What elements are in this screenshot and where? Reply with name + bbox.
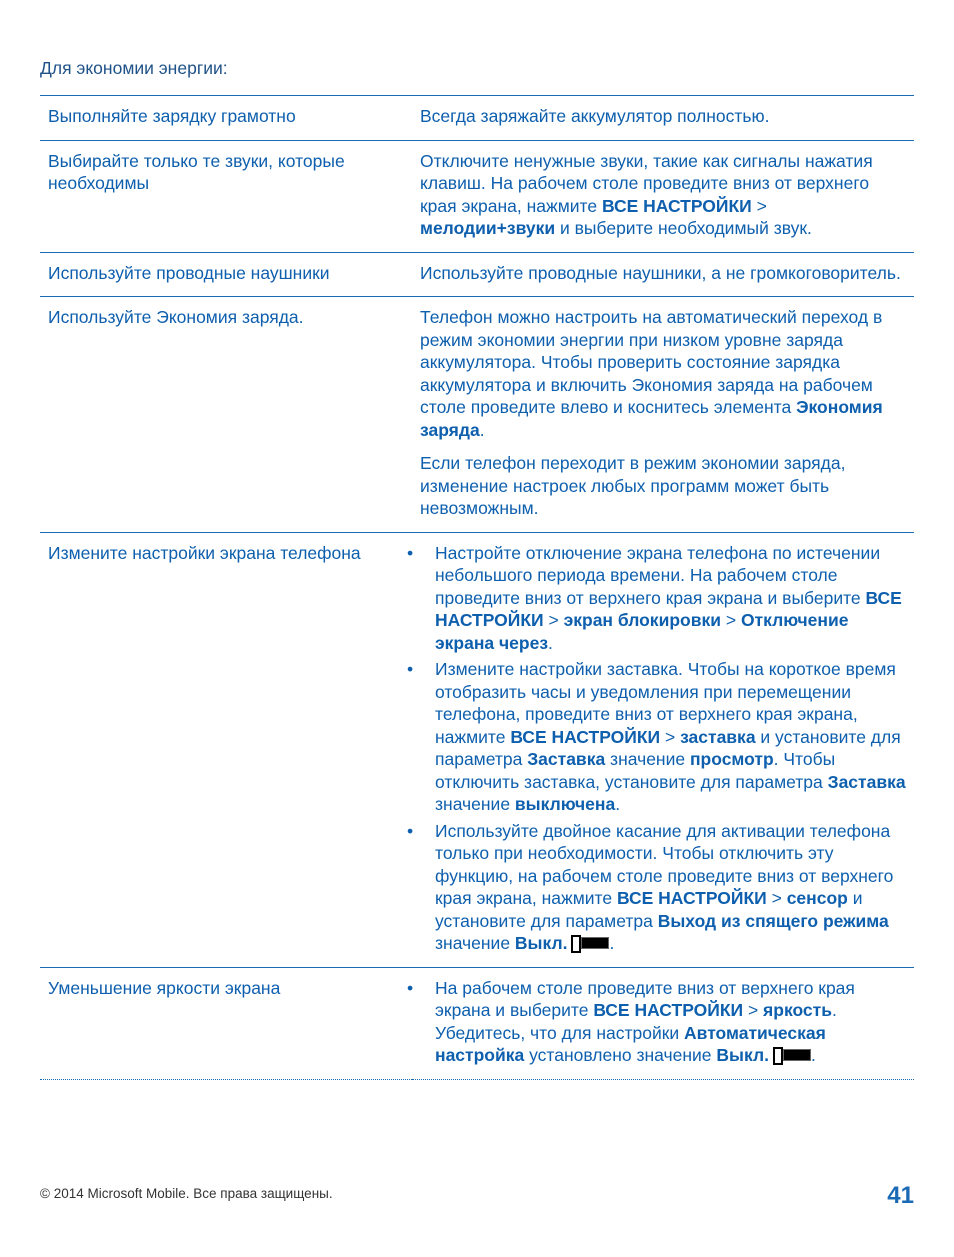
text-segment: . bbox=[609, 933, 615, 953]
text-segment: значение bbox=[435, 933, 515, 953]
text-segment: установлено значение bbox=[524, 1045, 717, 1065]
table-row bbox=[40, 532, 914, 967]
text-segment: . bbox=[548, 632, 553, 653]
tip-description bbox=[412, 96, 914, 141]
toggle-off-icon bbox=[773, 1047, 811, 1063]
setting-name: Выкл. bbox=[716, 1045, 769, 1065]
setting-name: Экономия заряда bbox=[420, 397, 883, 440]
table-row bbox=[40, 140, 914, 252]
text-segment: Всегда заряжайте аккумулятор полностью. bbox=[420, 106, 770, 126]
setting-name: ВСЕ НАСТРОЙКИ bbox=[510, 726, 661, 747]
list-item bbox=[407, 658, 906, 816]
tip-title: Выбирайте только те звуки, которые необходимы bbox=[40, 140, 412, 252]
list-item bbox=[407, 542, 906, 655]
text-segment: . Чтобы отключить заставка, установите для параметра bbox=[435, 749, 836, 792]
setting-name: просмотр bbox=[689, 749, 774, 769]
text-segment: . bbox=[615, 794, 621, 814]
list-item bbox=[407, 977, 906, 1067]
table-row bbox=[40, 297, 914, 533]
text-segment: > bbox=[743, 1000, 764, 1020]
setting-name: Выход из спящего режима bbox=[657, 910, 889, 931]
text-segment: . bbox=[810, 1045, 816, 1065]
bullet-icon: • bbox=[407, 820, 414, 841]
text-segment: Используйте проводные наушники, а не громкоговоритель. bbox=[420, 262, 901, 283]
text-segment: и выберите необходимый звук. bbox=[555, 218, 812, 238]
text-segment: > bbox=[543, 610, 564, 630]
text-segment: Настройте отключение экрана телефона по истечении небольшого периода времени. На рабочем столе проведите вниз от верхнего края экрана и выберите bbox=[435, 542, 881, 608]
text-segment: значение bbox=[605, 749, 690, 769]
setting-name: Выкл. bbox=[514, 933, 568, 953]
tip-description bbox=[407, 967, 914, 1079]
text-segment: Телефон можно настроить на автоматический переход в режим экономии энергии при низком уровне заряда аккумулятора. Чтобы проверить состояние зарядка аккумулятора и включить Экономия заряда на рабочем столе проведите влево и коснитесь элемента bbox=[420, 307, 883, 417]
tip-description bbox=[407, 532, 914, 967]
setting-name: яркость bbox=[763, 1000, 832, 1020]
setting-name: сенсор bbox=[786, 888, 848, 908]
toggle-off-icon bbox=[571, 935, 609, 951]
text-segment: . bbox=[479, 419, 485, 440]
text-segment: Отключите ненужные звуки, такие как сигналы нажатия клавиш. На рабочем столе проведите вниз от верхнего края экрана, нажмите bbox=[420, 150, 873, 216]
text-segment: Измените настройки заставка. Чтобы на короткое время отобразить часы и уведомления при перемещении телефона, проведите вниз от верхнего края экрана, нажмите bbox=[435, 659, 896, 747]
text-segment: > bbox=[766, 888, 787, 908]
list-item bbox=[407, 820, 906, 955]
table-row bbox=[40, 967, 914, 1079]
tip-title: Используйте проводные наушники bbox=[40, 252, 412, 297]
text-segment: . Убедитесь, что для настройки bbox=[435, 1000, 837, 1043]
text-segment: и установите для параметра bbox=[435, 726, 901, 769]
tip-title: Уменьшение яркости экрана bbox=[40, 967, 412, 1079]
text-segment: Если телефон переходит в режим экономии заряда, изменение настроек любых программ может быть невозможным. bbox=[420, 453, 846, 518]
table-row bbox=[40, 252, 914, 297]
setting-name: ВСЕ НАСТРОЙКИ bbox=[601, 195, 752, 216]
setting-name: ВСЕ НАСТРОЙКИ bbox=[616, 888, 767, 908]
setting-name: мелодии+звуки bbox=[420, 218, 556, 238]
tip-title: Выполняйте зарядку грамотно bbox=[40, 96, 412, 141]
intro-heading: Для экономии энергии: bbox=[40, 58, 228, 78]
setting-name: ВСЕ НАСТРОЙКИ bbox=[593, 1000, 744, 1020]
bullet-icon: • bbox=[407, 659, 414, 679]
copyright-footer: © 2014 Microsoft Mobile. Все права защищены. bbox=[40, 1186, 333, 1201]
text-segment: и установите для параметра bbox=[435, 888, 863, 931]
paragraph bbox=[420, 105, 906, 128]
text-segment: > bbox=[720, 610, 741, 630]
paragraph bbox=[420, 306, 906, 441]
tip-description bbox=[412, 140, 914, 252]
setting-name: Отключение экрана через bbox=[435, 610, 849, 653]
text-segment: > bbox=[660, 726, 681, 747]
setting-name: заставка bbox=[680, 726, 756, 747]
bullet-icon: • bbox=[407, 977, 414, 998]
tip-title: Используйте Экономия заряда. bbox=[40, 297, 412, 533]
setting-name: экран блокировки bbox=[563, 610, 721, 630]
text-segment: Используйте двойное касание для активации телефона только при необходимости. Чтобы отключить эту функцию, на рабочем столе проведите вниз от верхнего края экрана, нажмите bbox=[435, 820, 894, 908]
text-segment: > bbox=[751, 195, 767, 216]
page-number: 41 bbox=[887, 1182, 914, 1209]
text-segment: значение bbox=[435, 794, 515, 814]
setting-name: ВСЕ НАСТРОЙКИ bbox=[435, 587, 902, 630]
tip-description bbox=[412, 252, 914, 297]
tip-title: Измените настройки экрана телефона bbox=[40, 532, 412, 967]
paragraph bbox=[420, 262, 906, 285]
paragraph bbox=[420, 452, 906, 520]
energy-tips-table bbox=[40, 95, 914, 1080]
bullet-list bbox=[407, 542, 906, 955]
setting-name: Заставка bbox=[827, 771, 906, 792]
setting-name: Автоматическая настройка bbox=[435, 1022, 826, 1065]
paragraph bbox=[420, 150, 906, 240]
tip-description bbox=[412, 297, 914, 533]
text-segment: На рабочем столе проведите вниз от верхнего края экрана и выберите bbox=[435, 977, 855, 1020]
bullet-list bbox=[407, 977, 906, 1067]
setting-name: Заставка bbox=[527, 749, 606, 769]
setting-name: выключена bbox=[514, 794, 616, 814]
table-row bbox=[40, 96, 914, 141]
bullet-icon: • bbox=[407, 542, 414, 563]
